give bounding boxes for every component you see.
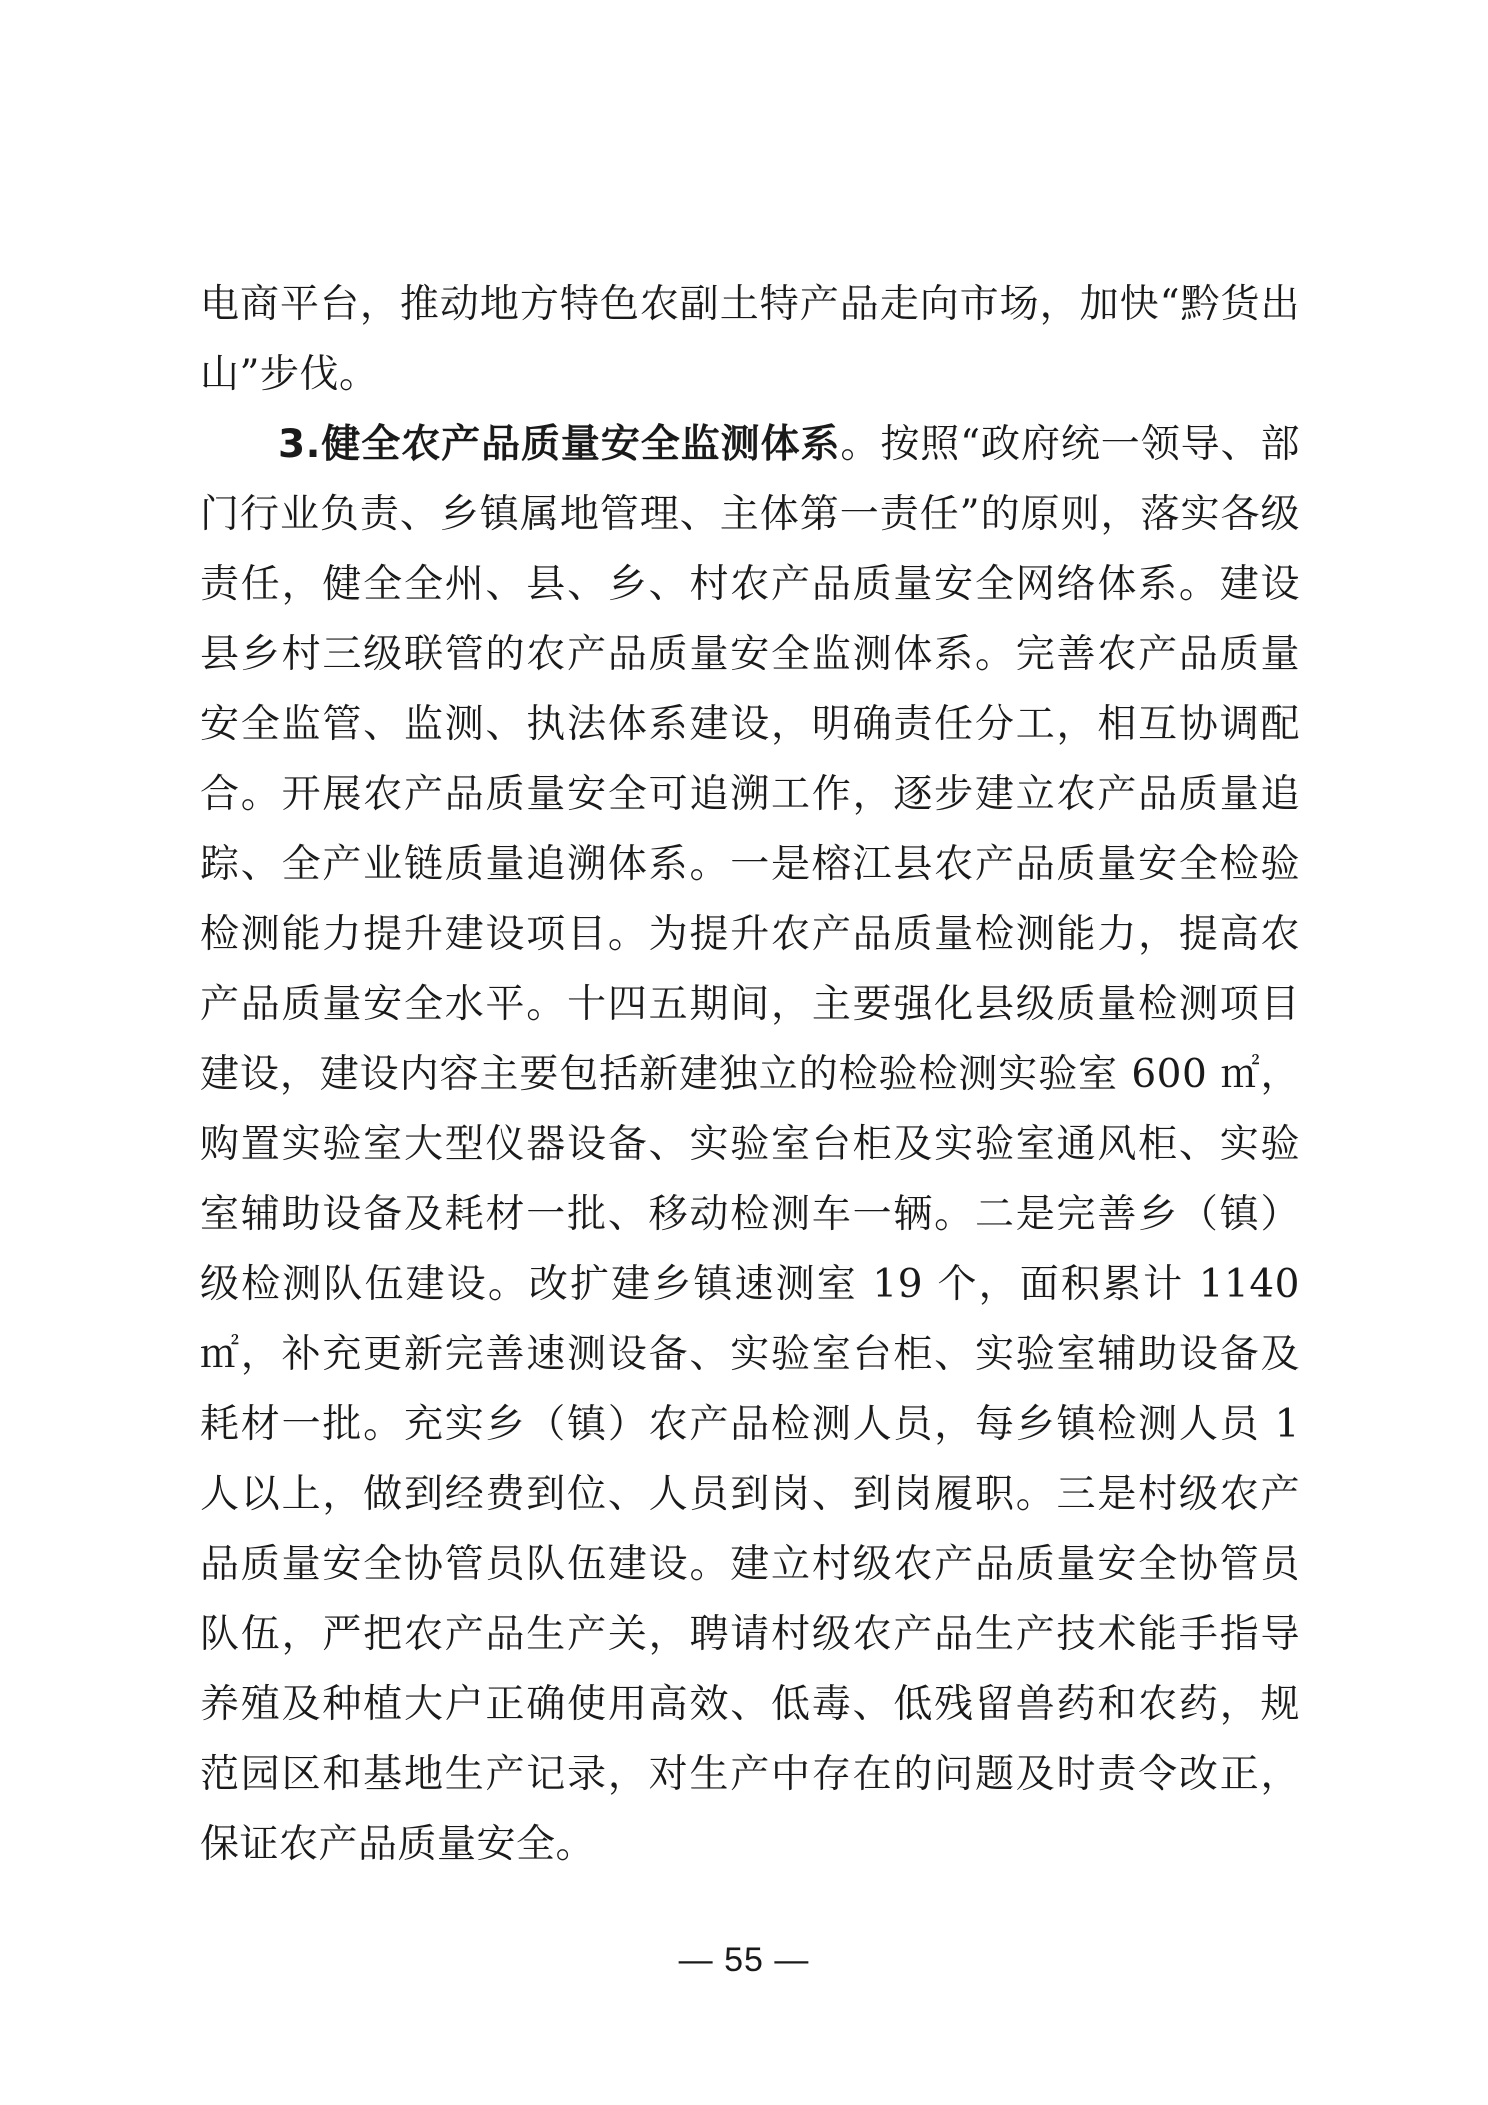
continuation-paragraph: 电商平台，推动地方特色农副土特产品走向市场，加快“黔货出山”步伐。 [200,282,1300,397]
body-text [200,270,1300,1880]
page-number: — 55 — [678,1941,810,1979]
section-heading: 3.健全农产品质量安全监测体系 [278,422,841,467]
section-paragraph [200,410,1300,1880]
section-body: 。按照“政府统一领导、部门行业负责、乡镇属地管理、主体第一责任”的原则，落实各级责任，健全全州、县、乡、村农产品质量安全网络体系。建设县乡村三级联管的农产品质量安全监测体系。完善农产品质量安全监管、监测、执法体系建设，明确责任分工，相互协调配合。开展农产品质量安全可追溯工作，逐步建立农产品质量追踪、全产业链质量追溯体系。一是榕江县农产品质量安全检验检测能力提升建设项目。为提升农产品质量检测能力，提高农产品质量安全水平。十四五期间，主要强化县级质量检测项目建设，建设内容主要包括新建独立的检验检测实验室 600 ㎡，购置实验室大型仪器设备、实验室台柜及实验室通风柜、实验室辅助设备及耗材一批、移动检测车一辆。二是完善乡（镇）级检测队伍建设。改扩建乡镇速测室 19 个，面积累计 1140 ㎡，补充更新完善速测设备、实验室台柜、实验室辅助设备及耗材一批。充实乡（镇）农产品检测人员，每乡镇检测人员 1 人以上，做到经费到位、人员到岗、到岗履职。三是村级农产品质量安全协管员队伍建设。建立村级农产品质量安全协管员队伍，严把农产品生产关，聘请村级农产品生产技术能手指导养殖及种植大户正确使用高效、低毒、低残留兽药和农药，规范园区和基地生产记录，对生产中存在的问题及时责令改正，保证农产品质量安全。 [200,422,1300,1867]
